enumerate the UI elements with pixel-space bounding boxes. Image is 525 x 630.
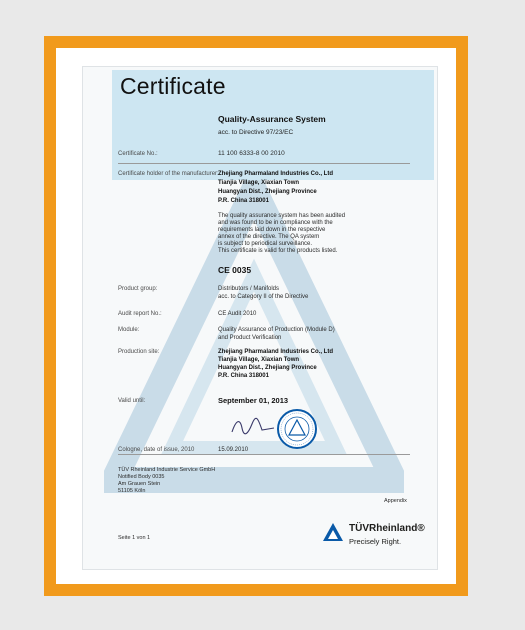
tuv-rheinland-logo-icon — [322, 522, 344, 542]
ce-mark: CE 0035 — [218, 265, 252, 275]
module-value: Quality Assurance of Production (Module D) — [218, 327, 335, 333]
site-line: P.R. China 318001 — [218, 373, 269, 379]
product-label: Product group: — [118, 286, 158, 292]
statement-line: annex of the directive. The QA system — [218, 234, 320, 240]
holder-line: Huangyan Dist., Zhejiang Province — [218, 189, 317, 195]
footer-line: 51105 Köln — [118, 488, 146, 494]
footer-line: Notified Body 0035 — [118, 474, 165, 480]
corner-reference: Appendix — [384, 498, 407, 504]
report-value: CE Audit 2010 — [218, 311, 257, 317]
page-reference: Seite 1 von 1 — [118, 535, 151, 541]
site-line: Zhejiang Pharmaland Industries Co., Ltd — [218, 349, 334, 355]
certificate-title: Certificate — [120, 73, 226, 99]
statement-line: This certificate is valid for the products listed. — [218, 248, 338, 254]
product-value: acc. to Category II of the Directive — [218, 294, 309, 300]
module-value: and Product Verification — [218, 335, 282, 341]
divider — [118, 163, 410, 164]
report-label: Audit report No.: — [118, 311, 162, 317]
registration-number: 11 100 6333-8 00 2010 — [218, 150, 285, 157]
site-line: Huangyan Dist., Zhejiang Province — [218, 365, 317, 371]
statement-line: is subject to periodical surveillance. — [218, 241, 313, 247]
registration-label: Certificate No.: — [118, 151, 158, 157]
signature-mark — [228, 414, 278, 438]
module-label: Module: — [118, 327, 140, 333]
valid-until-date: September 01, 2013 — [218, 396, 289, 405]
valid-label: Valid until: — [118, 398, 146, 404]
site-label: Production site: — [118, 349, 160, 355]
issue-label: Cologne, date of issue, 2010 — [118, 447, 195, 453]
footer-line: TÜV Rheinland Industrie Service GmbH — [118, 467, 216, 473]
tuv-seal — [276, 408, 318, 450]
issue-date: 15.09.2010 — [218, 447, 249, 453]
product-value: Distributors / Manifolds — [218, 286, 280, 292]
brand-tagline: Precisely Right. — [349, 537, 402, 546]
brand-name: TÜVRheinland® — [349, 523, 425, 534]
statement-line: and was found to be in compliance with the — [218, 220, 333, 226]
footer-line: Am Grauen Stein — [118, 481, 161, 487]
site-line: Tianjia Village, Xiaxian Town — [218, 357, 300, 363]
statement-line: requirements laid down in the respective — [218, 227, 326, 233]
certificate-scheme: Quality-Assurance System — [218, 114, 326, 124]
holder-line: Zhejiang Pharmaland Industries Co., Ltd — [218, 171, 334, 177]
holder-line: Tianjia Village, Xiaxian Town — [218, 180, 300, 186]
holder-label: Certificate holder of the manufacturer: — [118, 171, 219, 177]
holder-line: P.R. China 318001 — [218, 198, 269, 204]
statement-line: The quality assurance system has been audited — [218, 213, 346, 219]
certificate-basis: acc. to Directive 97/23/EC — [218, 129, 294, 136]
